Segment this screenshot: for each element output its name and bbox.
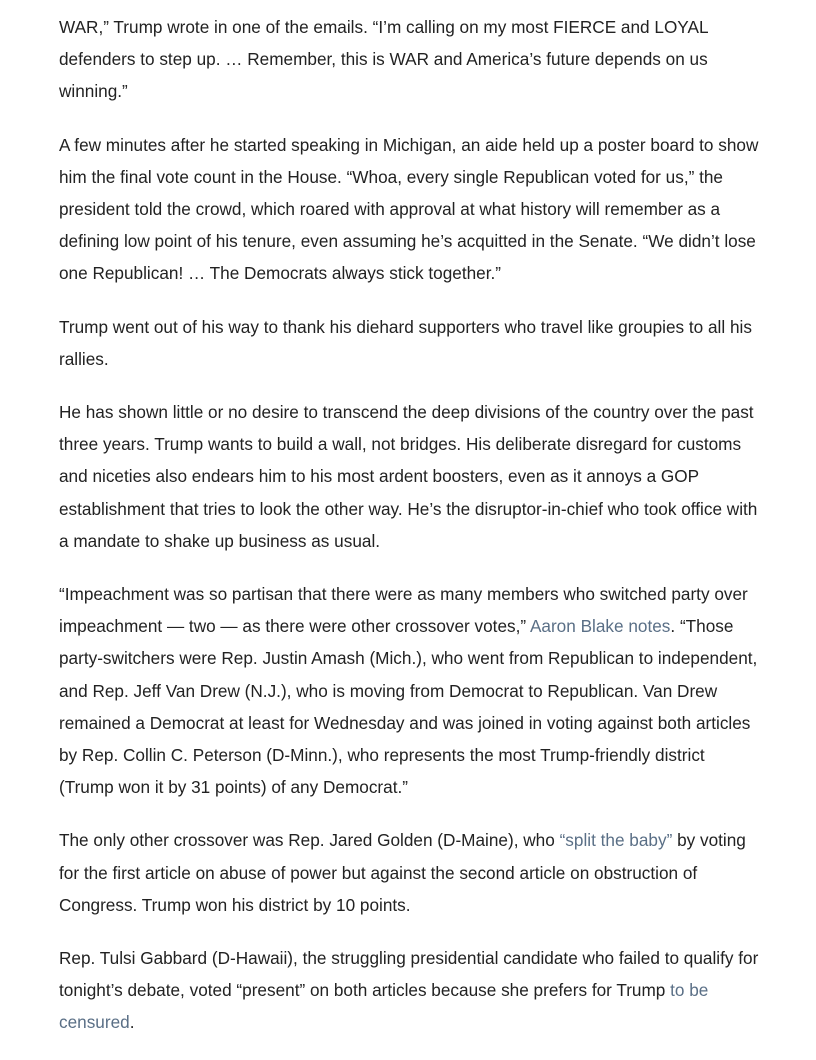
paragraph-divisions <box>59 396 764 557</box>
paragraph-text: Rep. Tulsi Gabbard (D-Hawaii), the struggling presidential candidate who failed to qualify for tonight’s debate, voted “present” on both articles because she prefers for Trump <box>59 948 759 1001</box>
paragraph-michigan-rally <box>59 129 764 290</box>
paragraph-text: by voting for the first article on abuse of power but against the second article on obstruction of Congress. Trump won his district by 10 points. <box>59 830 746 915</box>
split-the-baby-link[interactable]: “split the baby” <box>559 830 673 851</box>
paragraph-gabbard-present <box>59 942 764 1039</box>
paragraph-party-switchers <box>59 578 764 803</box>
paragraph-text: The only other crossover was Rep. Jared Golden (D-Maine), who <box>59 830 560 851</box>
paragraph-text: He has shown little or no desire to transcend the deep divisions of the country over the past three years. Trump wants to build a wall, not bridges. His deliberate disregard for customs and niceties also endears him to his most ardent boosters, even as it annoys a GOP establishment that tries to look the other way. He’s the disruptor-in-chief who took office with a mandate to shake up business as usual. <box>59 402 758 551</box>
article-body <box>59 11 764 1060</box>
paragraph-text: . <box>129 1012 135 1033</box>
paragraph-text: . “Those party-switchers were Rep. Justin Amash (Mich.), who went from Republican to independent, and Rep. Jeff Van Drew (N.J.), who is moving from Democrat to Republican. Van Drew remained a Democrat at least for Wednesday and was joined in voting against both articles by Rep. Collin C. Peterson (D-Minn.), who represents the most Trump-friendly district (Trump won it by 31 points) of any Democrat.” <box>59 616 758 798</box>
paragraph-text: “Impeachment was so partisan that there were as many members who switched party over impeachment — two — as there were other crossover votes,” <box>59 584 748 637</box>
aaron-blake-notes-link[interactable]: Aaron Blake notes <box>529 616 671 637</box>
paragraph-war-email <box>59 11 764 108</box>
to-be-censured-link[interactable]: to be censured <box>59 980 709 1033</box>
paragraph-diehard-supporters <box>59 311 764 375</box>
paragraph-golden-crossover <box>59 824 764 921</box>
paragraph-text: Trump went out of his way to thank his diehard supporters who travel like groupies to all his rallies. <box>59 316 752 369</box>
paragraph-text: WAR,” Trump wrote in one of the emails. “I’m calling on my most FIERCE and LOYAL defenders to step up. … Remember, this is WAR and America’s future depends on us winning.” <box>59 17 708 102</box>
paragraph-text: A few minutes after he started speaking in Michigan, an aide held up a poster board to show him the final vote count in the House. “Whoa, every single Republican voted for us,” the president told the crowd, which roared with approval at what history will remember as a defining low point of his tenure, even assuming he’s acquitted in the Senate. “We didn’t lose one Republican! … The Democrats always stick together.” <box>59 134 759 284</box>
